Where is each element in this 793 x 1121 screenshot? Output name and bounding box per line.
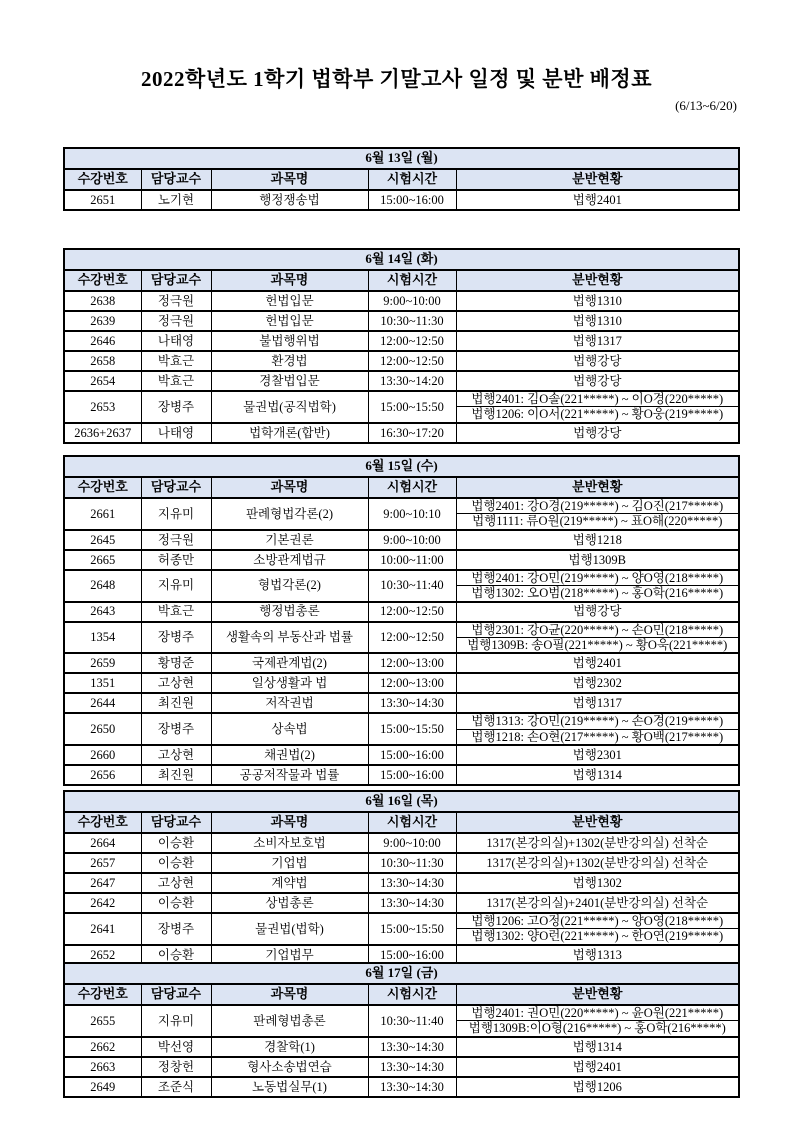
- course-no-cell: 2643: [64, 602, 141, 622]
- column-header: 분반현황: [456, 169, 739, 190]
- course-no-cell: 2651: [64, 190, 141, 210]
- course-no-cell: 1351: [64, 673, 141, 693]
- column-header: 담당교수: [141, 270, 211, 291]
- time-cell: 13:30~14:30: [368, 693, 456, 713]
- table-row: [64, 765, 739, 785]
- exam-table-day-5: [63, 962, 740, 1098]
- section-cell: 법행1206: [456, 1077, 739, 1097]
- professor-cell: 장병주: [141, 713, 211, 745]
- subject-cell: 기업법무: [211, 945, 368, 965]
- exam-table-day-3: [63, 455, 740, 786]
- subject-cell: 판례형법각론(2): [211, 498, 368, 530]
- table-row: [64, 291, 739, 311]
- column-header: 수강번호: [64, 477, 141, 498]
- table-row: [64, 498, 739, 514]
- table-row: [64, 713, 739, 729]
- professor-cell: 노기현: [141, 190, 211, 210]
- subject-cell: 경찰법입문: [211, 371, 368, 391]
- day-header: 6월 16일 (목): [64, 791, 739, 812]
- professor-cell: 허종만: [141, 550, 211, 570]
- professor-cell: 이승환: [141, 833, 211, 853]
- section-cell: 법행1314: [456, 765, 739, 785]
- professor-cell: 나태영: [141, 423, 211, 443]
- course-no-cell: 2636+2637: [64, 423, 141, 443]
- course-no-cell: 2665: [64, 550, 141, 570]
- section-line: 법행2301: 강O균(220*****) ~ 손O민(218*****): [456, 622, 739, 638]
- time-cell: 12:00~12:50: [368, 622, 456, 654]
- course-no-cell: 2659: [64, 653, 141, 673]
- table-row: [64, 873, 739, 893]
- section-cell: 법행2301: [456, 745, 739, 765]
- professor-cell: 정극원: [141, 530, 211, 550]
- column-header: 담당교수: [141, 169, 211, 190]
- subject-cell: 형법각론(2): [211, 570, 368, 602]
- table-row: [64, 391, 739, 407]
- professor-cell: 고상현: [141, 745, 211, 765]
- course-no-cell: 2663: [64, 1057, 141, 1077]
- professor-cell: 지유미: [141, 1005, 211, 1037]
- subject-cell: 물권법(법학): [211, 913, 368, 945]
- subject-cell: 국제관계법(2): [211, 653, 368, 673]
- table-row: [64, 530, 739, 550]
- table-row: [64, 570, 739, 586]
- column-header: 시험시간: [368, 169, 456, 190]
- time-cell: 12:00~12:50: [368, 602, 456, 622]
- table-row: [64, 331, 739, 351]
- table-row: [64, 653, 739, 673]
- subject-cell: 행정법총론: [211, 602, 368, 622]
- time-cell: 10:00~11:00: [368, 550, 456, 570]
- column-header: 수강번호: [64, 984, 141, 1005]
- professor-cell: 지유미: [141, 570, 211, 602]
- time-cell: 9:00~10:00: [368, 530, 456, 550]
- column-header: 과목명: [211, 270, 368, 291]
- section-line: 법행1206: 고O정(221*****) ~ 양O영(218*****): [456, 913, 739, 929]
- column-header: 분반현황: [456, 984, 739, 1005]
- table-row: [64, 745, 739, 765]
- professor-cell: 조준식: [141, 1077, 211, 1097]
- page-title: 2022학년도 1학기 법학부 기말고사 일정 및 분반 배정표: [141, 67, 652, 91]
- subject-cell: 기업법: [211, 853, 368, 873]
- time-cell: 13:30~14:30: [368, 873, 456, 893]
- subject-cell: 채권법(2): [211, 745, 368, 765]
- professor-cell: 정창헌: [141, 1057, 211, 1077]
- section-line: 법행1206: 이O서(221*****) ~ 황O웅(219*****): [456, 407, 739, 423]
- professor-cell: 박효근: [141, 351, 211, 371]
- section-cell: 법행1317: [456, 331, 739, 351]
- section-cell: 법행2401: [456, 1057, 739, 1077]
- professor-cell: 고상현: [141, 873, 211, 893]
- section-cell: 법행1310: [456, 291, 739, 311]
- section-line: 법행1111: 류O원(219*****) ~ 표O해(220*****): [456, 514, 739, 530]
- time-cell: 10:30~11:40: [368, 1005, 456, 1037]
- table-row: [64, 371, 739, 391]
- subject-cell: 노동법실무(1): [211, 1077, 368, 1097]
- exam-table-day-4: [63, 790, 740, 966]
- time-cell: 10:30~11:40: [368, 570, 456, 602]
- column-header: 분반현황: [456, 477, 739, 498]
- section-line: 법행1313: 강O민(219*****) ~ 손O경(219*****): [456, 713, 739, 729]
- section-cell: 법행강당: [456, 602, 739, 622]
- professor-cell: 최진원: [141, 765, 211, 785]
- course-no-cell: 2645: [64, 530, 141, 550]
- day-header: 6월 13일 (월): [64, 148, 739, 169]
- course-no-cell: 2664: [64, 833, 141, 853]
- course-no-cell: 2642: [64, 893, 141, 913]
- time-cell: 15:00~15:50: [368, 913, 456, 945]
- time-cell: 12:00~12:50: [368, 351, 456, 371]
- table-row: [64, 602, 739, 622]
- section-line: 법행2401: 강O경(219*****) ~ 김O진(217*****): [456, 498, 739, 514]
- professor-cell: 이승환: [141, 853, 211, 873]
- course-no-cell: 2646: [64, 331, 141, 351]
- professor-cell: 최진원: [141, 693, 211, 713]
- column-header: 수강번호: [64, 169, 141, 190]
- professor-cell: 정극원: [141, 311, 211, 331]
- section-line: 법행1302: 양O런(221*****) ~ 한O연(219*****): [456, 929, 739, 945]
- professor-cell: 박효근: [141, 371, 211, 391]
- subject-cell: 헌법입문: [211, 311, 368, 331]
- time-cell: 13:30~14:30: [368, 1057, 456, 1077]
- professor-cell: 박효근: [141, 602, 211, 622]
- column-header: 분반현황: [456, 812, 739, 833]
- table-row: [64, 311, 739, 331]
- subject-cell: 형사소송법연습: [211, 1057, 368, 1077]
- section-line: 법행2401: 김O솔(221*****) ~ 이O경(220*****): [456, 391, 739, 407]
- course-no-cell: 2660: [64, 745, 141, 765]
- time-cell: 12:00~12:50: [368, 331, 456, 351]
- time-cell: 12:00~13:00: [368, 653, 456, 673]
- time-cell: 10:30~11:30: [368, 311, 456, 331]
- table-row: [64, 550, 739, 570]
- subject-cell: 불법행위법: [211, 331, 368, 351]
- subject-cell: 헌법입문: [211, 291, 368, 311]
- column-header: 수강번호: [64, 812, 141, 833]
- section-cell: 법행2302: [456, 673, 739, 693]
- course-no-cell: 2652: [64, 945, 141, 965]
- section-line: 법행2401: 권O민(220*****) ~ 윤O원(221*****): [456, 1005, 739, 1021]
- exam-table-day-2: [63, 248, 740, 444]
- subject-cell: 경찰학(1): [211, 1037, 368, 1057]
- column-header: 분반현황: [456, 270, 739, 291]
- time-cell: 15:00~16:00: [368, 765, 456, 785]
- course-no-cell: 2661: [64, 498, 141, 530]
- subject-cell: 물권법(공직법학): [211, 391, 368, 423]
- section-cell: 1317(본강의실)+2401(분반강의실) 선착순: [456, 893, 739, 913]
- course-no-cell: 2655: [64, 1005, 141, 1037]
- subject-cell: 생활속의 부동산과 법률: [211, 622, 368, 654]
- section-line: 법행1302: 오O범(218*****) ~ 홍O학(216*****): [456, 586, 739, 602]
- table-row: [64, 913, 739, 929]
- column-header: 과목명: [211, 812, 368, 833]
- course-no-cell: 2656: [64, 765, 141, 785]
- course-no-cell: 2648: [64, 570, 141, 602]
- professor-cell: 지유미: [141, 498, 211, 530]
- table-row: [64, 1077, 739, 1097]
- column-header: 과목명: [211, 169, 368, 190]
- time-cell: 13:30~14:30: [368, 1037, 456, 1057]
- table-row: [64, 853, 739, 873]
- column-header: 시험시간: [368, 812, 456, 833]
- column-header: 수강번호: [64, 270, 141, 291]
- course-no-cell: 2638: [64, 291, 141, 311]
- professor-cell: 이승환: [141, 893, 211, 913]
- time-cell: 15:00~15:50: [368, 391, 456, 423]
- section-cell: 법행1309B: [456, 550, 739, 570]
- course-no-cell: 2641: [64, 913, 141, 945]
- course-no-cell: 2657: [64, 853, 141, 873]
- course-no-cell: 2644: [64, 693, 141, 713]
- time-cell: 13:30~14:20: [368, 371, 456, 391]
- column-header: 과목명: [211, 477, 368, 498]
- time-cell: 9:00~10:10: [368, 498, 456, 530]
- professor-cell: 황명준: [141, 653, 211, 673]
- section-cell: 법행1302: [456, 873, 739, 893]
- section-cell: 법행1218: [456, 530, 739, 550]
- professor-cell: 고상현: [141, 673, 211, 693]
- time-cell: 16:30~17:20: [368, 423, 456, 443]
- column-header: 시험시간: [368, 984, 456, 1005]
- time-cell: 15:00~16:00: [368, 745, 456, 765]
- subject-cell: 법학개론(합반): [211, 423, 368, 443]
- subject-cell: 계약법: [211, 873, 368, 893]
- course-no-cell: 1354: [64, 622, 141, 654]
- time-cell: 12:00~13:00: [368, 673, 456, 693]
- course-no-cell: 2647: [64, 873, 141, 893]
- table-row: [64, 190, 739, 210]
- section-cell: 1317(본강의실)+1302(분반강의실) 선착순: [456, 853, 739, 873]
- table-row: [64, 351, 739, 371]
- subject-cell: 환경법: [211, 351, 368, 371]
- time-cell: 15:00~16:00: [368, 945, 456, 965]
- subject-cell: 공공저작물과 법률: [211, 765, 368, 785]
- course-no-cell: 2658: [64, 351, 141, 371]
- exam-table-day-1: [63, 147, 740, 211]
- section-cell: 법행2401: [456, 653, 739, 673]
- table-row: [64, 893, 739, 913]
- subject-cell: 상법총론: [211, 893, 368, 913]
- column-header: 담당교수: [141, 477, 211, 498]
- subject-cell: 일상생활과 법: [211, 673, 368, 693]
- subject-cell: 저작권법: [211, 693, 368, 713]
- time-cell: 15:00~16:00: [368, 190, 456, 210]
- professor-cell: 정극원: [141, 291, 211, 311]
- table-row: [64, 1005, 739, 1021]
- professor-cell: 이승환: [141, 945, 211, 965]
- section-line: 법행1309B: 송O필(221*****) ~ 황O욱(221*****): [456, 637, 739, 653]
- table-row: [64, 1037, 739, 1057]
- section-cell: 법행1313: [456, 945, 739, 965]
- time-cell: 9:00~10:00: [368, 291, 456, 311]
- section-cell: 법행강당: [456, 351, 739, 371]
- course-no-cell: 2653: [64, 391, 141, 423]
- professor-cell: 장병주: [141, 622, 211, 654]
- table-row: [64, 622, 739, 638]
- time-cell: 9:00~10:00: [368, 833, 456, 853]
- day-header: 6월 17일 (금): [64, 963, 739, 984]
- section-cell: 법행1314: [456, 1037, 739, 1057]
- subject-cell: 기본권론: [211, 530, 368, 550]
- section-line: 법행1218: 손O현(217*****) ~ 황O백(217*****): [456, 729, 739, 745]
- section-cell: 법행1310: [456, 311, 739, 331]
- table-row: [64, 833, 739, 853]
- date-range: (6/13~6/20): [675, 98, 737, 113]
- table-row: [64, 423, 739, 443]
- table-row: [64, 693, 739, 713]
- subject-cell: 상속법: [211, 713, 368, 745]
- subject-cell: 판례형법총론: [211, 1005, 368, 1037]
- time-cell: 13:30~14:30: [368, 1077, 456, 1097]
- section-line: 법행2401: 강O민(219*****) ~ 양O영(218*****): [456, 570, 739, 586]
- section-cell: 1317(본강의실)+1302(분반강의실) 선착순: [456, 833, 739, 853]
- day-header: 6월 14일 (화): [64, 249, 739, 270]
- time-cell: 10:30~11:30: [368, 853, 456, 873]
- professor-cell: 나태영: [141, 331, 211, 351]
- column-header: 담당교수: [141, 984, 211, 1005]
- subject-cell: 행정쟁송법: [211, 190, 368, 210]
- time-cell: 13:30~14:30: [368, 893, 456, 913]
- day-header: 6월 15일 (수): [64, 456, 739, 477]
- time-cell: 15:00~15:50: [368, 713, 456, 745]
- section-cell: 법행강당: [456, 423, 739, 443]
- subject-cell: 소방관계법규: [211, 550, 368, 570]
- column-header: 과목명: [211, 984, 368, 1005]
- table-row: [64, 1057, 739, 1077]
- course-no-cell: 2649: [64, 1077, 141, 1097]
- table-row: [64, 673, 739, 693]
- professor-cell: 장병주: [141, 391, 211, 423]
- section-line: 법행1309B:이O형(216*****) ~ 홍O학(216*****): [456, 1021, 739, 1037]
- professor-cell: 박선영: [141, 1037, 211, 1057]
- course-no-cell: 2662: [64, 1037, 141, 1057]
- section-cell: 법행2401: [456, 190, 739, 210]
- subject-cell: 소비자보호법: [211, 833, 368, 853]
- course-no-cell: 2654: [64, 371, 141, 391]
- course-no-cell: 2650: [64, 713, 141, 745]
- professor-cell: 장병주: [141, 913, 211, 945]
- column-header: 담당교수: [141, 812, 211, 833]
- column-header: 시험시간: [368, 477, 456, 498]
- column-header: 시험시간: [368, 270, 456, 291]
- section-cell: 법행강당: [456, 371, 739, 391]
- section-cell: 법행1317: [456, 693, 739, 713]
- course-no-cell: 2639: [64, 311, 141, 331]
